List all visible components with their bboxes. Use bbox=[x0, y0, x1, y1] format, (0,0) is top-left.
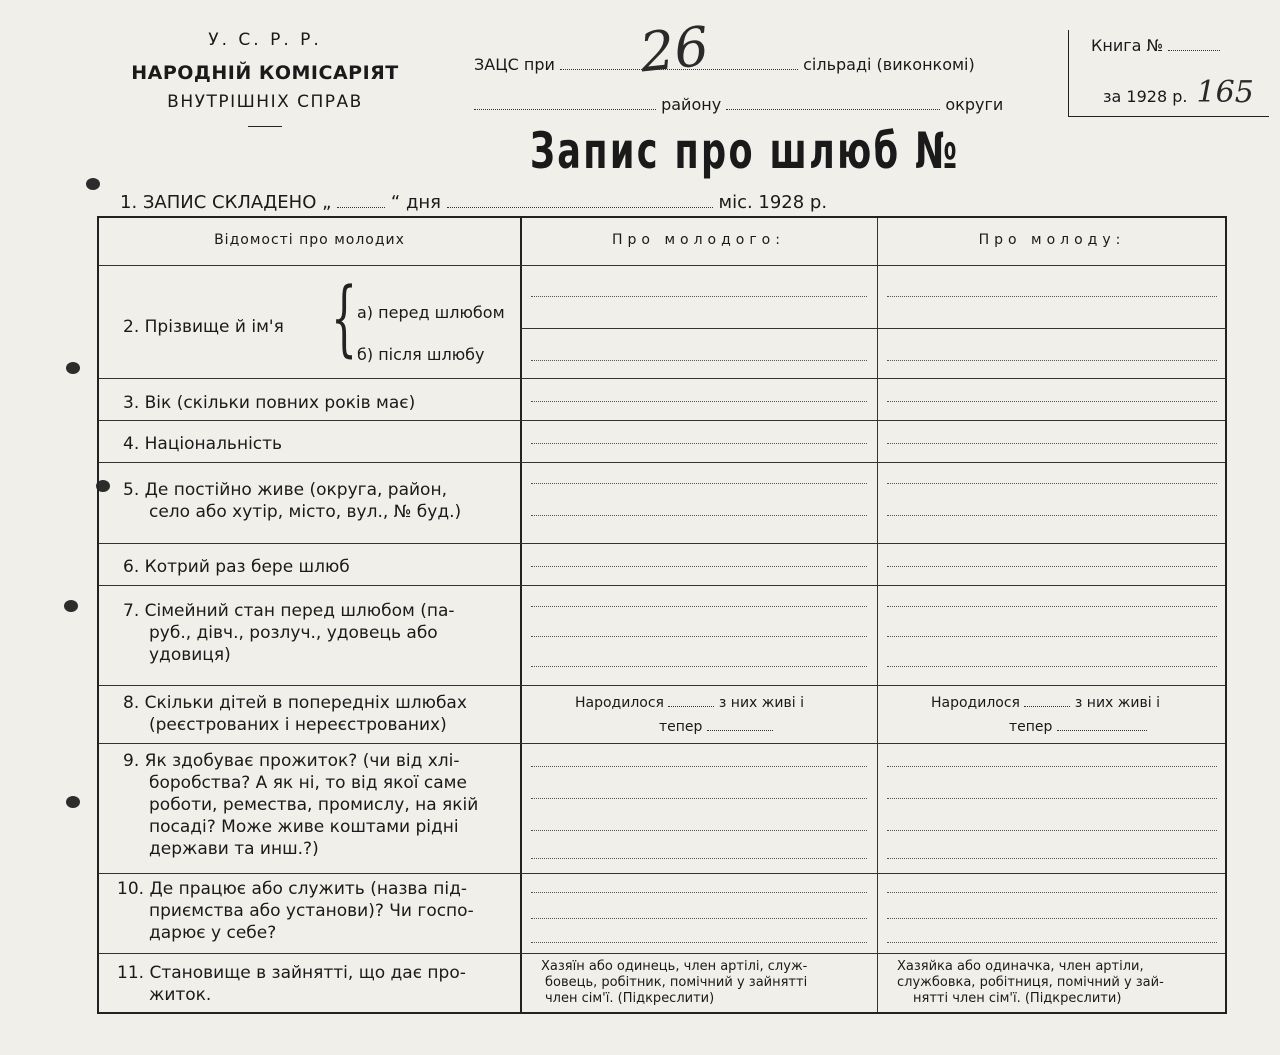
alive-label: з них живі і bbox=[718, 695, 804, 711]
option-text: Хазяйка або одиначка, член артіли, bbox=[897, 959, 1144, 974]
book-number-line bbox=[1091, 36, 1220, 55]
row-label-text: Становище в зайнятті, що дає про- bbox=[149, 963, 466, 983]
row-label-text: посаді? Може живе коштами рідні bbox=[149, 817, 459, 837]
groom-fill-line[interactable] bbox=[531, 666, 867, 667]
row-number: 10. bbox=[117, 879, 145, 899]
table-row-residence bbox=[99, 462, 1225, 543]
handwritten-number: 26 bbox=[636, 14, 712, 85]
inner-divider bbox=[520, 328, 1227, 329]
groom-fill-line[interactable] bbox=[531, 942, 867, 943]
book-number-fill[interactable] bbox=[1168, 38, 1220, 51]
bride-fill-line[interactable] bbox=[887, 606, 1217, 607]
born-label: Народилося bbox=[575, 695, 664, 711]
row-label-text: руб., дівч., розлуч., удовець або bbox=[149, 623, 438, 643]
row-number: 5. bbox=[123, 480, 140, 500]
groom-fill-line[interactable] bbox=[531, 858, 867, 859]
groom-fill-line[interactable] bbox=[531, 483, 867, 484]
row-label bbox=[117, 962, 466, 1006]
groom-fill-line[interactable] bbox=[531, 443, 867, 444]
record-day-fill[interactable] bbox=[337, 195, 385, 208]
table-row-livelihood bbox=[99, 743, 1225, 873]
row-label bbox=[123, 392, 415, 414]
quote-close: “ bbox=[390, 192, 401, 213]
quote-open: „ bbox=[322, 192, 332, 213]
page-title: Запис про шлюб № bbox=[530, 122, 960, 180]
department-label: ВНУТРІШНІХ СПРАВ bbox=[167, 92, 363, 112]
before-marriage-label: а) перед шлюбом bbox=[357, 303, 505, 322]
punch-hole-mark bbox=[86, 178, 100, 190]
groom-fill-line[interactable] bbox=[531, 401, 867, 402]
row-label-text: роботи, ремества, промислу, на якій bbox=[149, 795, 479, 815]
table-header-row bbox=[99, 218, 1225, 265]
row-label bbox=[123, 750, 478, 860]
bride-fill-line[interactable] bbox=[887, 858, 1217, 859]
zags-line bbox=[474, 55, 975, 74]
district-fill-line[interactable] bbox=[474, 97, 656, 110]
record-made-line bbox=[120, 192, 827, 213]
option-text: Хазяїн або одинець, член артілі, служ- bbox=[541, 959, 808, 974]
row-label-text: Вік (скільки повних років має) bbox=[144, 393, 416, 413]
row-label-text: Як здобуває прожиток? (чи від хлі- bbox=[144, 751, 460, 771]
row-label-text: Скільки дітей в попередніх шлюбах bbox=[144, 693, 467, 713]
groom-fill-line[interactable] bbox=[531, 636, 867, 637]
groom-fill-line[interactable] bbox=[531, 766, 867, 767]
bride-fill-line[interactable] bbox=[887, 636, 1217, 637]
district-line bbox=[474, 95, 1003, 114]
table-row-marriage-count bbox=[99, 543, 1225, 585]
book-box bbox=[1068, 30, 1269, 117]
row-label-text: Національність bbox=[144, 434, 283, 454]
column-header-groom: Про молодого: bbox=[612, 232, 785, 248]
row-label bbox=[123, 316, 284, 338]
row-label-text: держави та инш.?) bbox=[149, 839, 319, 859]
book-label: Книга № bbox=[1091, 36, 1164, 55]
bride-fill-line[interactable] bbox=[887, 942, 1217, 943]
bride-fill-line[interactable] bbox=[887, 798, 1217, 799]
commissariat-label: НАРОДНІЙ КОМІСАРІЯТ bbox=[131, 62, 399, 84]
groom-fill-line[interactable] bbox=[531, 360, 867, 361]
row-label-text: село або хутір, місто, вул., № буд.) bbox=[149, 502, 462, 522]
row-number: 2. bbox=[123, 317, 140, 337]
now-label: тепер bbox=[659, 719, 703, 735]
bride-fill-line[interactable] bbox=[887, 918, 1217, 919]
row-label-text: дарює у себе? bbox=[149, 923, 277, 943]
groom-children-line bbox=[575, 694, 804, 712]
row-label-text: Прізвище й ім'я bbox=[144, 317, 284, 337]
record-made-label: 1. ЗАПИС СКЛАДЕНО bbox=[120, 192, 317, 213]
table-row-occupation-status bbox=[99, 953, 1225, 1012]
month-year-label: міс. 1928 р. bbox=[718, 192, 828, 213]
groom-now-line bbox=[659, 718, 773, 736]
row-label bbox=[123, 556, 350, 578]
groom-fill-line[interactable] bbox=[531, 606, 867, 607]
divider bbox=[248, 126, 282, 127]
table-row-nationality bbox=[99, 420, 1225, 462]
row-label bbox=[117, 878, 474, 944]
row-label-text: боробства? А як ні, то від якої саме bbox=[149, 773, 467, 793]
bride-fill-line[interactable] bbox=[887, 360, 1217, 361]
groom-fill-line[interactable] bbox=[531, 918, 867, 919]
after-marriage-label: б) після шлюбу bbox=[357, 345, 485, 364]
record-month-fill[interactable] bbox=[447, 195, 713, 208]
table-row-marital-status bbox=[99, 585, 1225, 685]
row-label bbox=[123, 479, 461, 523]
row-label-text: Де працює або служить (назва під- bbox=[149, 879, 467, 899]
column-header-info: Відомості про молодих bbox=[214, 232, 405, 248]
bride-fill-line[interactable] bbox=[887, 401, 1217, 402]
groom-fill-line[interactable] bbox=[531, 798, 867, 799]
village-council-label: сільраді (виконкомі) bbox=[803, 55, 975, 74]
bride-fill-line[interactable] bbox=[887, 666, 1217, 667]
bride-fill-line[interactable] bbox=[887, 443, 1217, 444]
book-year-line bbox=[1103, 75, 1254, 110]
district-label: району bbox=[661, 95, 722, 114]
born-label: Народилося bbox=[931, 695, 1020, 711]
row-number: 11. bbox=[117, 963, 145, 983]
bride-fill-line[interactable] bbox=[887, 296, 1217, 297]
row-number: 7. bbox=[123, 601, 140, 621]
book-handwritten-number: 165 bbox=[1196, 75, 1254, 110]
bride-fill-line[interactable] bbox=[887, 766, 1217, 767]
groom-fill-line[interactable] bbox=[531, 892, 867, 893]
groom-fill-line[interactable] bbox=[531, 515, 867, 516]
bride-occupation-options[interactable] bbox=[897, 959, 1164, 1007]
punch-hole-mark bbox=[66, 362, 80, 374]
table-row-children bbox=[99, 685, 1225, 743]
row-label-text: Сімейний стан перед шлюбом (па- bbox=[144, 601, 455, 621]
groom-fill-line[interactable] bbox=[531, 830, 867, 831]
now-label: тепер bbox=[1009, 719, 1053, 735]
row-label-text: Котрий раз бере шлюб bbox=[144, 557, 350, 577]
marriage-table bbox=[97, 216, 1227, 1014]
groom-occupation-options[interactable] bbox=[541, 959, 807, 1007]
bride-fill-line[interactable] bbox=[887, 483, 1217, 484]
row-number: 9. bbox=[123, 751, 140, 771]
row-label bbox=[123, 600, 455, 666]
row-label-text: Де постійно живе (округа, район, bbox=[144, 480, 447, 500]
table-row-age bbox=[99, 378, 1225, 420]
groom-fill-line[interactable] bbox=[531, 566, 867, 567]
organization-header bbox=[110, 30, 420, 127]
row-number: 6. bbox=[123, 557, 140, 577]
option-text: член сім'ї. (Підкреслити) bbox=[545, 991, 715, 1006]
column-header-bride: Про молоду: bbox=[978, 232, 1126, 248]
option-text: бовець, робітник, помічний у зайнятті bbox=[545, 975, 808, 990]
row-number: 4. bbox=[123, 434, 140, 454]
groom-born-fill[interactable] bbox=[668, 694, 714, 707]
bride-children-line bbox=[931, 694, 1160, 712]
punch-hole-mark bbox=[66, 796, 80, 808]
bride-now-line bbox=[1009, 718, 1147, 736]
book-year: за 1928 р. bbox=[1103, 87, 1188, 106]
row-number: 8. bbox=[123, 693, 140, 713]
row-label-text: (реєстрованих і нереєстрованих) bbox=[149, 715, 447, 735]
zags-label: ЗАЦС при bbox=[474, 55, 555, 74]
row-label-text: приємства або установи)? Чи госпо- bbox=[149, 901, 474, 921]
ussr-label: У. С. Р. Р. bbox=[208, 30, 322, 50]
day-label: дня bbox=[405, 192, 442, 213]
row-label bbox=[123, 692, 467, 736]
bride-born-fill[interactable] bbox=[1024, 694, 1070, 707]
alive-label: з них живі і bbox=[1074, 695, 1160, 711]
bride-fill-line[interactable] bbox=[887, 515, 1217, 516]
row-label-text: житок. bbox=[149, 985, 212, 1005]
region-label: округи bbox=[945, 95, 1004, 114]
groom-fill-line[interactable] bbox=[531, 296, 867, 297]
groom-now-fill[interactable] bbox=[707, 718, 773, 731]
row-number: 3. bbox=[123, 393, 140, 413]
option-text: службовка, робітниця, помічний у зай- bbox=[897, 975, 1164, 990]
bride-fill-line[interactable] bbox=[887, 566, 1217, 567]
bride-now-fill[interactable] bbox=[1057, 718, 1147, 731]
brace-icon: { bbox=[331, 271, 358, 366]
bride-fill-line[interactable] bbox=[887, 892, 1217, 893]
punch-hole-mark bbox=[64, 600, 78, 612]
row-label bbox=[123, 433, 282, 455]
bride-fill-line[interactable] bbox=[887, 830, 1217, 831]
table-row-workplace bbox=[99, 873, 1225, 953]
option-text: нятті член сім'ї. (Підкреслити) bbox=[913, 991, 1122, 1006]
row-label-text: удовиця) bbox=[149, 645, 231, 665]
region-fill-line[interactable] bbox=[726, 97, 940, 110]
